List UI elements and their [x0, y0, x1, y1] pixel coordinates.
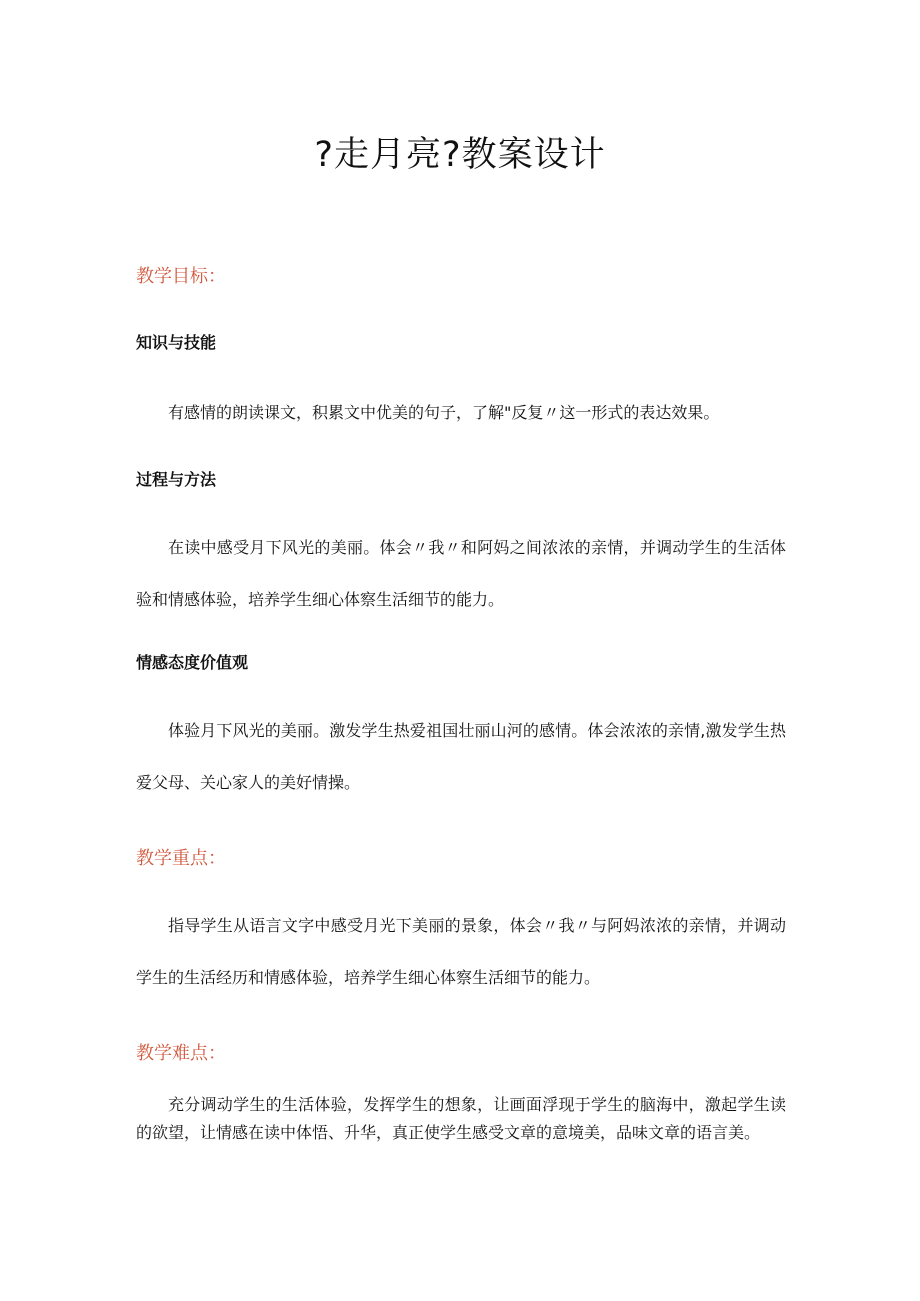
sub-heading-emotion: 情感态度价值观: [136, 653, 249, 672]
paragraph-knowledge: 有感情的朗读课文，积累文中优美的句子，了解"反复〃这一形式的表达效果。: [168, 403, 720, 422]
paragraph-emotion: 体验月下风光的美丽。激发学生热爱祖国壮丽山河的感情。体会浓浓的亲情,激发学生热爱父母、关心家人的美好情操。: [136, 721, 786, 792]
paragraph-difficulties: 充分调动学生的生活体验，发挥学生的想象，让画面浮现于学生的脑海中，激起学生读的欲望，让情感在读中体悟、升华，真正使学生感受文章的意境美，品味文章的语言美。: [136, 1095, 786, 1142]
section-heading-objectives: 教学目标：: [136, 266, 226, 287]
sub-heading-knowledge: 知识与技能: [136, 333, 217, 352]
sub-heading-process: 过程与方法: [136, 470, 217, 489]
paragraph-key-points: 指导学生从语言文字中感受月光下美丽的景象，体会〃我〃与阿妈浓浓的亲情，并调动学生的生活经历和情感体验，培养学生细心体察生活细节的能力。: [136, 916, 786, 987]
section-heading-difficulties: 教学难点：: [136, 1043, 226, 1064]
section-heading-key-points: 教学重点：: [136, 848, 226, 869]
paragraph-process: 在读中感受月下风光的美丽。体会〃我〃和阿妈之间浓浓的亲情，并调动学生的生活体验和情感体验，培养学生细心体察生活细节的能力。: [136, 538, 786, 609]
document-title: ?走月亮?教案设计: [314, 135, 606, 175]
